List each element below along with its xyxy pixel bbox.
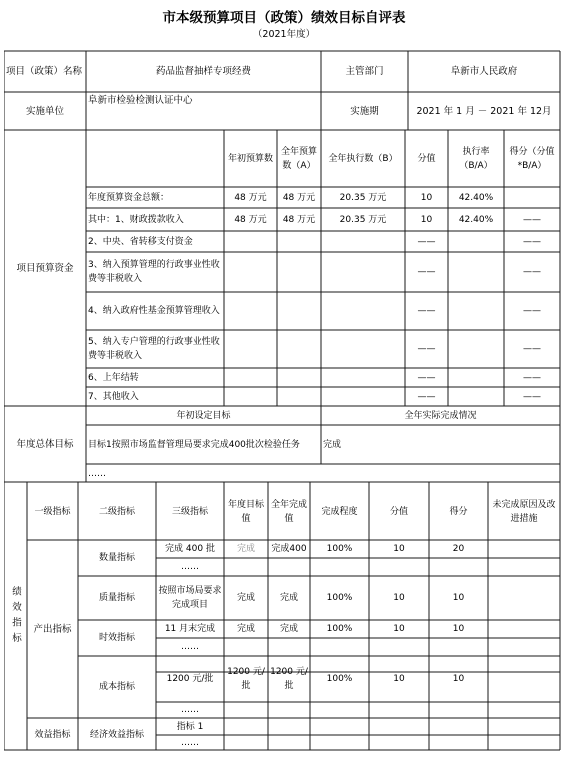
budget-row-initial	[224, 292, 277, 330]
perf-benefit-label	[27, 719, 78, 750]
budget-row-score-value	[405, 231, 448, 252]
budget-row-label	[86, 208, 224, 231]
budget-row-score	[504, 368, 560, 387]
budget-row-exec-text: 20.35 万元	[339, 214, 387, 225]
budget-col-score-value	[405, 131, 448, 187]
perf-row-level3	[156, 656, 224, 702]
unit-value-text: 阜新市检验检测认证中心	[88, 95, 193, 106]
budget-row-label	[86, 330, 224, 368]
perf-row-actual	[268, 656, 310, 702]
budget-row-label	[86, 387, 224, 406]
perf-row-level2-text: 数量指标	[98, 553, 135, 563]
budget-row-label	[86, 292, 224, 330]
budget-row-label-text: 5、纳入专户管理的行政事业性收费等非税收入	[88, 337, 220, 361]
budget-row-exec	[321, 208, 405, 231]
dept-value	[408, 52, 560, 90]
budget-row-full	[277, 292, 321, 330]
budget-row-exec	[321, 252, 405, 292]
budget-section-label	[4, 131, 86, 406]
perf-benefit-dots-text: ……	[181, 737, 199, 748]
perf-row-level2	[78, 576, 156, 620]
budget-col-rate	[448, 131, 504, 187]
budget-row-full-text: 48 万元	[282, 214, 316, 225]
budget-row-rate	[448, 330, 504, 368]
budget-row-initial-text: 48 万元	[234, 192, 267, 203]
perf-benefit-label-text: 效益指标	[34, 729, 71, 740]
budget-row-rate	[448, 187, 504, 208]
budget-row-score-value-text: ——	[417, 344, 436, 354]
perf-row-degree-text: 100%	[326, 544, 353, 554]
goals-col-planned	[86, 407, 321, 425]
perf-row-level3-text: 完成 400 批	[165, 544, 215, 554]
perf-row-actual-text: 1200 元/批	[270, 667, 308, 691]
project-name-value-text: 药品监督抽样专项经费	[155, 65, 251, 77]
goals-more	[86, 465, 321, 482]
budget-row-score-value	[405, 387, 448, 406]
budget-col-rate-text: 执行率（B/A）	[459, 147, 493, 171]
budget-row-exec	[321, 387, 405, 406]
perf-row-degree-text: 100%	[326, 624, 353, 634]
unit-label-text: 实施单位	[25, 105, 64, 117]
perf-row-level3-text: 按照市场局要求完成项目	[158, 586, 222, 610]
budget-row-score-value-text: ——	[417, 236, 436, 247]
goals-actual-value	[321, 426, 560, 464]
perf-col-actual-text: 全年完成值	[270, 499, 307, 524]
budget-row-rate-text: 42.40%	[458, 214, 494, 225]
budget-row-label	[86, 368, 224, 387]
budget-row-label-text: 年度预算资金总额：	[88, 192, 170, 203]
perf-col-score-text: 得分	[449, 506, 468, 517]
perf-row-score	[429, 576, 488, 620]
budget-row-score-text: ——	[523, 372, 541, 383]
perf-benefit-dots	[156, 735, 224, 750]
budget-row-score	[504, 252, 560, 292]
perf-row-degree	[310, 540, 369, 558]
perf-col-reason-text: 未完成原因及改进措施	[492, 499, 556, 524]
budget-row-exec-text: 20.35 万元	[339, 192, 387, 203]
perf-row-target	[224, 576, 268, 620]
perf-benefit-level3-text: 指标 1	[176, 722, 204, 732]
perf-benefit-level3	[156, 719, 224, 735]
budget-row-label-text: 2、中央、省转移支付资金	[88, 236, 193, 247]
perf-row-level3	[156, 540, 224, 558]
budget-row-exec	[321, 330, 405, 368]
budget-row-full	[277, 387, 321, 406]
perf-row-level3	[156, 576, 224, 620]
budget-row-score-text: ——	[523, 214, 541, 225]
perf-section-label-text: 绩效指标	[10, 585, 21, 648]
perf-row-score-value	[369, 540, 429, 558]
perf-row-score-text: 10	[452, 593, 465, 603]
budget-row-score	[504, 208, 560, 231]
evaluation-table	[4, 0, 564, 757]
perf-col-reason	[488, 483, 560, 540]
budget-row-label	[86, 231, 224, 252]
perf-col-degree	[310, 483, 369, 540]
perf-row-score-text: 20	[452, 544, 465, 554]
budget-row-score	[504, 187, 560, 208]
budget-col-full	[277, 131, 321, 187]
budget-row-full	[277, 330, 321, 368]
page-title: 市本级预算项目（政策）绩效目标自评表	[162, 10, 406, 26]
period-value	[408, 93, 560, 129]
budget-row-rate	[448, 368, 504, 387]
budget-row-rate-text: 42.40%	[458, 192, 494, 203]
perf-row-target-text: 1200 元/批	[227, 667, 265, 691]
budget-row-score-value-text: 10	[420, 192, 433, 203]
period-label	[321, 93, 408, 129]
budget-row-score-value	[405, 208, 448, 231]
perf-row-level2-text: 时效指标	[98, 633, 135, 643]
perf-col-score-value	[369, 483, 429, 540]
perf-row-score	[429, 620, 488, 638]
perf-row-level2-text: 质量指标	[98, 593, 135, 603]
perf-col-level1	[27, 483, 78, 540]
budget-row-score-text: ——	[523, 344, 541, 354]
budget-row-score	[504, 387, 560, 406]
perf-row-dots	[156, 702, 224, 718]
budget-row-rate	[448, 252, 504, 292]
perf-row-target-text: 完成	[236, 624, 255, 634]
perf-row-actual	[268, 620, 310, 638]
perf-col-score-value-text: 分值	[389, 506, 408, 517]
budget-row-rate	[448, 208, 504, 231]
goals-actual-value-text: 完成	[323, 440, 342, 450]
budget-col-score-text: 得分（分值*B/A）	[509, 147, 555, 171]
perf-row-dots-text: ……	[181, 705, 199, 715]
budget-row-score-text: ——	[523, 306, 541, 316]
perf-row-degree-text: 100%	[326, 593, 353, 603]
perf-row-score-value	[369, 576, 429, 620]
budget-row-score-value-text: ——	[417, 372, 436, 383]
budget-row-full	[277, 252, 321, 292]
perf-col-target	[224, 483, 268, 540]
budget-col-exec-text: 全年执行数（B）	[328, 154, 398, 164]
project-name-label-text: 项目（政策）名称	[6, 65, 83, 77]
perf-row-score-value-text: 10	[393, 624, 405, 634]
dept-value-text: 阜新市人民政府	[450, 65, 518, 77]
perf-col-level2	[78, 483, 156, 540]
budget-row-score-value	[405, 252, 448, 292]
perf-row-level3-text: 11 月末完成	[164, 624, 216, 634]
period-value-text: 2021 年 1 月 － 2021 年 12月	[416, 105, 552, 117]
perf-row-degree	[310, 656, 369, 702]
project-name-value	[86, 52, 321, 90]
budget-row-score-value	[405, 330, 448, 368]
perf-col-level1-text: 一级指标	[34, 506, 71, 517]
perf-row-score-value-text: 10	[393, 674, 405, 684]
budget-col-exec	[321, 131, 405, 187]
budget-row-initial	[224, 330, 277, 368]
perf-row-level2	[78, 620, 156, 656]
budget-row-full	[277, 231, 321, 252]
budget-row-score-text: ——	[523, 267, 541, 277]
budget-col-full-text: 全年预算数（A）	[280, 147, 317, 171]
perf-row-level2-text: 成本指标	[98, 682, 135, 692]
perf-benefit-level2-text: 经济效益指标	[89, 729, 144, 740]
perf-row-score	[429, 540, 488, 558]
budget-row-label-text: 3、纳入预算管理的行政事业性收费等非税收入	[88, 260, 220, 284]
perf-col-level3-text: 三级指标	[171, 506, 208, 517]
budget-row-full-text: 48 万元	[282, 192, 316, 203]
project-name-label	[4, 52, 86, 90]
perf-row-level2	[78, 540, 156, 576]
budget-col-initial-text: 年初预算数	[227, 154, 273, 164]
goals-section-label-text: 年度总体目标	[16, 439, 74, 450]
budget-row-score-text: ——	[523, 391, 541, 402]
page-subtitle: （2021年度）	[252, 29, 316, 40]
perf-row-actual-text: 完成	[279, 624, 298, 634]
budget-row-label	[86, 187, 224, 208]
perf-row-score	[429, 656, 488, 702]
budget-row-label-text: 6、上年结转	[88, 372, 139, 383]
goals-col-planned-text: 年初设定目标	[176, 411, 231, 421]
perf-row-degree-text: 100%	[326, 674, 353, 684]
budget-row-score-value-text: ——	[417, 267, 436, 277]
budget-row-label-text: 其中：1、财政拨款收入	[88, 214, 184, 225]
perf-row-actual-text: 完成	[279, 593, 298, 603]
perf-section-label	[4, 483, 27, 750]
perf-row-dots-text: ……	[181, 562, 199, 572]
budget-row-exec	[321, 231, 405, 252]
budget-row-initial-text: 48 万元	[234, 214, 267, 225]
budget-row-score-value	[405, 187, 448, 208]
budget-row-initial	[224, 368, 277, 387]
dept-label	[321, 52, 408, 90]
perf-output-label	[27, 541, 78, 718]
goals-planned-value-text: 目标1按照市场监督管理局要求完成400批次检验任务	[88, 440, 300, 450]
budget-row-score-value-text: ——	[417, 391, 436, 402]
budget-row-initial	[224, 208, 277, 231]
budget-row-score-text: ——	[523, 236, 541, 247]
perf-row-dots-text: ……	[181, 642, 199, 652]
budget-row-label-text: 4、纳入政府性基金预算管理收入	[88, 306, 220, 316]
budget-row-score-value-text: ——	[417, 306, 436, 316]
perf-row-target-text: 完成	[236, 544, 255, 554]
perf-row-target	[224, 620, 268, 638]
budget-col-score-value-text: 分值	[417, 154, 436, 164]
perf-row-score-text: 10	[452, 624, 465, 634]
perf-col-actual	[268, 483, 310, 540]
budget-row-exec	[321, 292, 405, 330]
budget-row-full	[277, 208, 321, 231]
unit-label	[4, 93, 86, 129]
perf-row-target-text: 完成	[236, 593, 255, 603]
perf-row-level3-text: 1200 元/批	[166, 674, 214, 684]
goals-col-actual-text: 全年实际完成情况	[404, 411, 477, 421]
perf-row-level2	[78, 656, 156, 718]
goals-col-actual	[321, 407, 560, 425]
budget-row-full	[277, 368, 321, 387]
goals-planned-value	[86, 426, 321, 464]
perf-col-score	[429, 483, 488, 540]
perf-row-score-value-text: 10	[393, 593, 405, 603]
budget-row-exec	[321, 187, 405, 208]
perf-benefit-level2	[78, 719, 156, 750]
perf-row-target	[224, 540, 268, 558]
budget-row-initial	[224, 187, 277, 208]
perf-row-score-value-text: 10	[393, 544, 405, 554]
budget-row-full	[277, 187, 321, 208]
dept-label-text: 主管部门	[345, 65, 384, 77]
budget-section-label-text: 项目预算资金	[16, 263, 74, 274]
budget-row-initial	[224, 231, 277, 252]
unit-value	[86, 93, 321, 111]
perf-row-actual	[268, 540, 310, 558]
budget-row-label-text: 7、其他收入	[88, 391, 139, 402]
perf-row-degree	[310, 620, 369, 638]
goals-more-text: ……	[88, 468, 106, 479]
perf-row-score-value	[369, 620, 429, 638]
perf-col-target-text: 年度目标值	[227, 499, 264, 524]
perf-row-actual-text: 完成400	[271, 544, 307, 554]
perf-row-score-text: 10	[452, 674, 465, 684]
budget-row-score-value	[405, 292, 448, 330]
goals-section-label	[4, 407, 86, 482]
perf-col-degree-text: 完成程度	[321, 506, 358, 517]
budget-col-score	[504, 131, 560, 187]
budget-row-exec	[321, 368, 405, 387]
perf-row-dots	[156, 558, 224, 576]
budget-row-score	[504, 231, 560, 252]
budget-row-initial	[224, 387, 277, 406]
budget-row-score	[504, 292, 560, 330]
perf-output-label-text: 产出指标	[33, 624, 72, 635]
perf-row-actual	[268, 576, 310, 620]
period-label-text: 实施期	[350, 105, 379, 117]
perf-col-level3	[156, 483, 224, 540]
perf-row-target	[224, 656, 268, 702]
perf-row-score-value	[369, 656, 429, 702]
perf-row-level3	[156, 620, 224, 638]
budget-row-rate	[448, 231, 504, 252]
perf-row-degree	[310, 576, 369, 620]
budget-col-initial	[224, 131, 277, 187]
budget-row-score	[504, 330, 560, 368]
budget-row-label	[86, 252, 224, 292]
budget-row-rate	[448, 387, 504, 406]
budget-row-score-value	[405, 368, 448, 387]
budget-row-score-value-text: 10	[420, 214, 433, 225]
perf-row-dots	[156, 638, 224, 656]
perf-col-level2-text: 二级指标	[98, 506, 135, 517]
budget-row-rate	[448, 292, 504, 330]
budget-row-initial	[224, 252, 277, 292]
